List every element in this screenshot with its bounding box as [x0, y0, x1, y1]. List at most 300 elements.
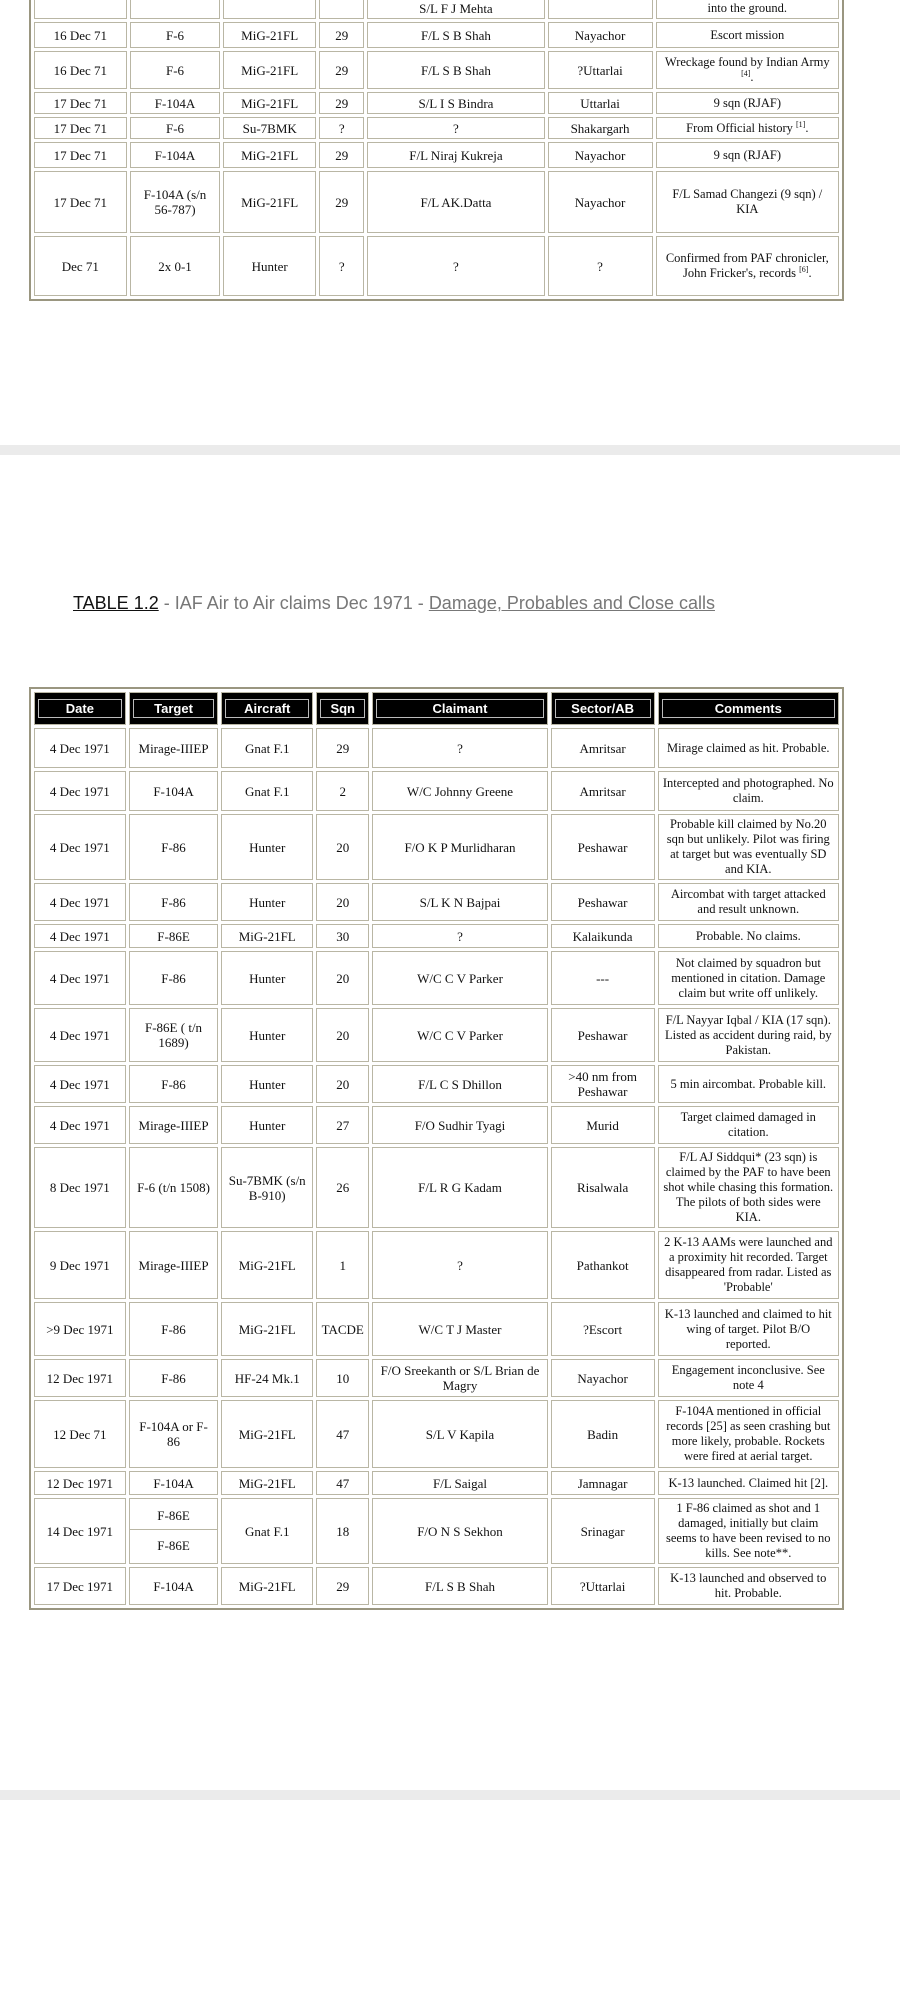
- cell-claimant: [372, 1567, 547, 1605]
- table-row: [34, 51, 839, 89]
- cell-claimant: [367, 142, 544, 168]
- target-text: Mirage-IIIEP: [138, 740, 209, 756]
- cell-comments: [656, 171, 839, 233]
- cell-aircraft: [221, 1231, 313, 1299]
- target-text: F-86: [161, 1370, 186, 1386]
- cell-date: [34, 1302, 126, 1356]
- claimant-text: F/L R G Kadam: [418, 1180, 502, 1195]
- cell-comments: Wreckage found by Indian Army [4].: [656, 51, 839, 89]
- cell-target: [129, 883, 219, 921]
- target-text: F-104A: [153, 1578, 194, 1594]
- target-text: F-86: [161, 970, 186, 986]
- table-row: [34, 171, 839, 233]
- table-header-row: [34, 692, 839, 725]
- cell-sqn: [316, 1567, 369, 1605]
- sqn-text: 30: [336, 928, 350, 944]
- cell-date: [34, 1359, 126, 1397]
- cell-aircraft: [221, 728, 313, 768]
- date-text: 9 Dec 1971: [49, 1257, 110, 1273]
- cell-claimant: [372, 1065, 547, 1103]
- claimant-text: F/O Sreekanth or S/L Brian de Magry: [380, 1363, 540, 1393]
- table-row: [34, 1065, 839, 1103]
- header-sector: Sector/AB: [551, 692, 655, 725]
- page-divider-bottom: [0, 1790, 900, 1800]
- table-title: [73, 593, 715, 614]
- table-row: [34, 1498, 839, 1564]
- sqn-text: 29: [336, 1578, 350, 1594]
- sqn-text: 47: [336, 1475, 350, 1491]
- cell-sector: [551, 1471, 655, 1495]
- table-row: [34, 951, 839, 1005]
- sector-text: Uttarlai: [580, 95, 620, 111]
- cell-sqn: [319, 117, 364, 139]
- comments-text: From Official history: [686, 120, 793, 135]
- aircraft-text: Gnat F.1: [244, 740, 290, 756]
- sqn-text: 29: [335, 27, 349, 43]
- cell-target: [129, 1106, 219, 1144]
- table-row: [34, 1147, 839, 1228]
- table-row: [34, 1231, 839, 1299]
- cell-sqn: [316, 1359, 369, 1397]
- sector-text: Srinagar: [580, 1523, 625, 1539]
- cell-date: [34, 883, 126, 921]
- aircraft-text: Hunter: [249, 1117, 286, 1133]
- aircraft-text: MiG-21FL: [241, 27, 299, 43]
- footnote-ref[interactable]: [4]: [741, 68, 751, 78]
- cell-sector: [551, 1147, 655, 1228]
- cell-claimant: [367, 51, 544, 89]
- target-text: F-86E: [157, 928, 190, 944]
- aircraft-text: Hunter: [249, 894, 286, 910]
- cell-sector: [548, 171, 653, 233]
- cell-date: [34, 1567, 126, 1605]
- date-text: 12 Dec 1971: [46, 1370, 114, 1386]
- target-text: F-6: [165, 62, 185, 78]
- comments-text: Engagement inconclusive. See note 4: [671, 1363, 825, 1392]
- comments-text: Probable. No claims.: [695, 928, 801, 943]
- cell-aircraft: [221, 1106, 313, 1144]
- cell-claimant: [372, 771, 547, 811]
- comments-text: F/L Nayyar Iqbal / KIA (17 sqn). Listed as accident during raid, by Pakistan.: [664, 1012, 832, 1057]
- claimant-text: F/L C S Dhillon: [418, 1076, 502, 1092]
- cell-sqn: [316, 924, 369, 948]
- date-text: 17 Dec 71: [53, 147, 108, 163]
- cell-aircraft: [221, 1471, 313, 1495]
- cell-comments: [658, 1400, 839, 1468]
- sector-text: >40 nm from Peshawar: [568, 1069, 637, 1099]
- previous-claims-table: [29, 0, 844, 301]
- cell-aircraft: [223, 117, 316, 139]
- cell-date: [34, 171, 127, 233]
- cell-comments: [658, 1302, 839, 1356]
- cell-sqn: [316, 1498, 369, 1564]
- cell-sector: [551, 771, 655, 811]
- table-row: [34, 0, 839, 19]
- sector-text: Jamnagar: [577, 1475, 628, 1491]
- cell-claimant: [372, 1400, 547, 1468]
- claimant-text: ?: [457, 928, 463, 944]
- date-text: 17 Dec 71: [53, 194, 108, 210]
- damage-probables-table: [29, 687, 844, 1610]
- cell-date: [34, 236, 127, 296]
- cell-date: [34, 0, 127, 19]
- cell-aircraft: [223, 92, 316, 114]
- claimant-text: F/L S B Shah: [425, 1578, 495, 1594]
- comments-text: K-13 launched and observed to hit. Probable.: [670, 1571, 827, 1600]
- claimant-text: W/C C V Parker: [417, 1027, 503, 1043]
- comments-text: into the ground.: [707, 0, 788, 15]
- table-row: [34, 924, 839, 948]
- target-text: F-86: [161, 1321, 186, 1337]
- cell-target: [130, 22, 221, 48]
- claimant-text: S/L K N Bajpai: [419, 894, 501, 910]
- cell-sqn: [316, 951, 369, 1005]
- cell-comments: [658, 924, 839, 948]
- cell-sector: [548, 117, 653, 139]
- cell-date: [34, 1106, 126, 1144]
- date-text: 16 Dec 71: [53, 62, 108, 78]
- cell-sector: [551, 728, 655, 768]
- target-text: F-86: [161, 1076, 186, 1092]
- cell-target: [130, 0, 221, 19]
- comments-text: Escort mission: [710, 27, 785, 42]
- sqn-text: 20: [336, 1076, 350, 1092]
- cell-comments: [658, 1231, 839, 1299]
- cell-aircraft: [221, 771, 313, 811]
- cell-sqn: [316, 1302, 369, 1356]
- sector-text: Kalaikunda: [572, 928, 633, 944]
- cell-aircraft: [221, 924, 313, 948]
- comments-text: K-13 launched. Claimed hit [2].: [668, 1475, 829, 1490]
- cell-comments: [658, 1567, 839, 1605]
- aircraft-text: MiG-21FL: [238, 1475, 296, 1491]
- cell-comments: [658, 728, 839, 768]
- comments-text: 1 F-86 claimed as shot and 1 damaged, initially but claim seems to have been revised to no kills. See note**.: [666, 1501, 831, 1560]
- cell-claimant: [372, 951, 547, 1005]
- cell-claimant: [372, 728, 547, 768]
- cell-claimant: [367, 22, 544, 48]
- cell-date: [34, 814, 126, 880]
- comments-text: Probable kill claimed by No.20 sqn but unlikely. Pilot was firing at target but was eventually SD and KIA.: [666, 817, 830, 876]
- claimant-text: ?: [457, 740, 463, 756]
- cell-comments: [658, 1359, 839, 1397]
- table-row: [34, 1302, 839, 1356]
- table-row: [34, 1359, 839, 1397]
- claimant-text: F/L Saigal: [432, 1475, 488, 1491]
- date-text: 12 Dec 1971: [46, 1475, 114, 1491]
- claimant-text: S/L I S Bindra: [418, 95, 494, 111]
- aircraft-text: MiG-21FL: [241, 95, 299, 111]
- claimant-text: F/L AK.Datta: [420, 194, 492, 210]
- aircraft-text: MiG-21FL: [238, 928, 296, 944]
- date-text: 4 Dec 1971: [49, 740, 110, 756]
- sector-text: Amritsar: [579, 740, 626, 756]
- comments-text: 9 sqn (RJAF): [713, 95, 781, 110]
- claimant-text: S/L F J Mehta: [419, 0, 493, 16]
- cell-comments: From Official history [1].: [656, 117, 839, 139]
- cell-comments: [658, 1106, 839, 1144]
- cell-aircraft: [223, 171, 316, 233]
- comments-text: Intercepted and photographed. No claim.: [662, 776, 834, 805]
- target-text: F-86: [161, 894, 186, 910]
- sector-text: Peshawar: [577, 894, 628, 910]
- comments-text: Target claimed damaged in citation.: [680, 1110, 816, 1139]
- cell-sector: [551, 883, 655, 921]
- sqn-text: 1: [339, 1257, 346, 1273]
- cell-sector: [551, 1359, 655, 1397]
- sqn-text: 20: [336, 970, 350, 986]
- cell-comments: [658, 951, 839, 1005]
- aircraft-text: Hunter: [249, 970, 286, 986]
- header-claimant: Claimant: [372, 692, 547, 725]
- cell-target: [129, 1498, 219, 1564]
- claimant-text: F/O K P Murlidharan: [404, 839, 516, 855]
- header-date: Date: [34, 692, 126, 725]
- sector-text: Peshawar: [577, 839, 628, 855]
- cell-date: [34, 1498, 126, 1564]
- comments-text: F/L Samad Changezi (9 sqn) / KIA: [672, 187, 823, 216]
- cell-aircraft: [221, 1302, 313, 1356]
- cell-sector: [551, 1498, 655, 1564]
- cell-claimant: [367, 0, 544, 19]
- cell-sector: [551, 924, 655, 948]
- claimant-text: W/C T J Master: [418, 1321, 502, 1337]
- cell-sector: [551, 1008, 655, 1062]
- cell-target: [129, 1147, 219, 1228]
- table-row: [34, 1471, 839, 1495]
- cell-date: [34, 1147, 126, 1228]
- cell-sqn: [319, 142, 364, 168]
- cell-target-line: F-86E: [130, 1502, 218, 1530]
- date-text: 4 Dec 1971: [49, 1117, 110, 1133]
- date-text: 4 Dec 1971: [49, 839, 110, 855]
- comments-text: Mirage claimed as hit. Probable.: [667, 740, 830, 755]
- target-text: F-104A: [154, 147, 196, 163]
- sqn-text: TACDE: [321, 1321, 364, 1337]
- table-row: [34, 1400, 839, 1468]
- cell-sqn: [319, 92, 364, 114]
- cell-date: [34, 51, 127, 89]
- cell-date: [34, 1400, 126, 1468]
- cell-aircraft: [221, 1498, 313, 1564]
- cell-date: [34, 92, 127, 114]
- cell-aircraft: [221, 1567, 313, 1605]
- comments-text: Aircombat with target attacked and result unknown.: [670, 887, 826, 916]
- cell-sector: [551, 1106, 655, 1144]
- aircraft-text: MiG-21FL: [241, 62, 299, 78]
- aircraft-text: Hunter: [251, 258, 288, 274]
- cell-target: [130, 236, 221, 296]
- target-text: F-104A: [153, 1475, 194, 1491]
- sector-text: ?Escort: [583, 1321, 623, 1337]
- date-text: 17 Dec 71: [53, 120, 108, 136]
- cell-aircraft: [221, 883, 313, 921]
- comments-text: 2 K-13 AAMs were launched and a proximity hit recorded. Target disappeared from radar. Listed as 'Probable': [664, 1235, 833, 1294]
- cell-comments: [656, 0, 839, 19]
- target-text: Mirage-IIIEP: [138, 1257, 209, 1273]
- aircraft-text: Su-7BMK: [242, 120, 297, 136]
- header-target: Target: [129, 692, 219, 725]
- sqn-text: 47: [336, 1426, 350, 1442]
- cell-target: [129, 1231, 219, 1299]
- cell-sector: [551, 1567, 655, 1605]
- sqn-text: 18: [336, 1523, 350, 1539]
- cell-sqn: [316, 814, 369, 880]
- table-row: [34, 117, 839, 139]
- cell-target: [130, 142, 221, 168]
- sqn-text: 20: [336, 839, 350, 855]
- cell-comments: [658, 771, 839, 811]
- table-row: [34, 814, 839, 880]
- cell-aircraft: [223, 0, 316, 19]
- cell-sqn: [316, 1231, 369, 1299]
- target-text: F-86E ( t/n 1689): [145, 1020, 203, 1050]
- cell-sqn: [316, 1471, 369, 1495]
- cell-date: [34, 771, 126, 811]
- header-sqn: Sqn: [316, 692, 369, 725]
- cell-target: [129, 728, 219, 768]
- cell-comments: Confirmed from PAF chronicler, John Fricker's, records [6].: [656, 236, 839, 296]
- sqn-text: 20: [336, 894, 350, 910]
- sqn-text: 2: [339, 783, 346, 799]
- aircraft-text: MiG-21FL: [241, 147, 299, 163]
- cell-claimant: [372, 1147, 547, 1228]
- cell-aircraft: [223, 22, 316, 48]
- sector-text: Murid: [586, 1117, 619, 1133]
- cell-date: [34, 728, 126, 768]
- cell-sqn: [316, 1400, 369, 1468]
- cell-comments: [658, 883, 839, 921]
- cell-sector: [548, 51, 653, 89]
- table-row: [34, 142, 839, 168]
- aircraft-text: Hunter: [249, 1076, 286, 1092]
- cell-claimant: [372, 1106, 547, 1144]
- claimant-text: ?: [453, 120, 459, 136]
- aircraft-text: HF-24 Mk.1: [234, 1370, 300, 1386]
- cell-sector: [551, 1302, 655, 1356]
- cell-date: [34, 117, 127, 139]
- cell-sqn: [316, 728, 369, 768]
- sector-text: Shakargarh: [570, 120, 630, 136]
- cell-comments: [658, 814, 839, 880]
- target-text: F-104A or F-86: [139, 1419, 208, 1449]
- date-text: 16 Dec 71: [53, 27, 108, 43]
- table-row: [34, 771, 839, 811]
- cell-claimant: [372, 1359, 547, 1397]
- cell-claimant: [367, 171, 544, 233]
- claimant-text: ?: [457, 1257, 463, 1273]
- date-text: 4 Dec 1971: [49, 894, 110, 910]
- cell-sqn: [319, 51, 364, 89]
- cell-target: [130, 117, 221, 139]
- date-text: 14 Dec 1971: [46, 1523, 114, 1539]
- cell-sqn: [316, 1008, 369, 1062]
- comments-text: F-104A mentioned in official records [25] as seen crashing but more likely, probable. Rockets were fired at aerial target.: [666, 1404, 831, 1463]
- sector-text: Amritsar: [579, 783, 626, 799]
- claimant-text: F/L S B Shah: [420, 27, 491, 43]
- cell-sqn: [316, 883, 369, 921]
- claimant-text: W/C Johnny Greene: [406, 783, 514, 799]
- sqn-text: 29: [335, 95, 349, 111]
- page-divider: [0, 445, 900, 455]
- comments-text: Wreckage found by Indian Army: [664, 55, 830, 69]
- cell-date: [34, 142, 127, 168]
- cell-sqn: [316, 1106, 369, 1144]
- cell-sector: [551, 1400, 655, 1468]
- cell-comments: [656, 22, 839, 48]
- claimant-text: W/C C V Parker: [417, 970, 503, 986]
- sqn-text: ?: [338, 258, 345, 274]
- cell-comments: [658, 1498, 839, 1564]
- date-text: 4 Dec 1971: [49, 970, 110, 986]
- table-row: [34, 1567, 839, 1605]
- date-text: 17 Dec 1971: [46, 1578, 114, 1594]
- aircraft-text: MiG-21FL: [238, 1426, 296, 1442]
- cell-date: [34, 1471, 126, 1495]
- cell-sector: [551, 1231, 655, 1299]
- aircraft-text: MiG-21FL: [238, 1257, 296, 1273]
- cell-comments: [658, 1147, 839, 1228]
- cell-comments: [656, 142, 839, 168]
- cell-sector: [551, 814, 655, 880]
- cell-aircraft: [221, 1359, 313, 1397]
- aircraft-text: Gnat F.1: [244, 783, 290, 799]
- footnote-ref[interactable]: [6]: [799, 264, 809, 274]
- cell-sector: [548, 142, 653, 168]
- cell-target: [129, 1567, 219, 1605]
- cell-date: [34, 951, 126, 1005]
- cell-claimant: [372, 1231, 547, 1299]
- cell-sector: [551, 1065, 655, 1103]
- cell-sqn: [319, 0, 364, 19]
- cell-aircraft: [223, 236, 316, 296]
- claimant-text: S/L V Kapila: [425, 1426, 495, 1442]
- cell-claimant: [372, 924, 547, 948]
- table-row: [34, 1106, 839, 1144]
- target-text: F-6: [165, 120, 185, 136]
- claimant-text: ?: [453, 258, 459, 274]
- table-title-suffix: Damage, Probables and Close calls: [428, 593, 715, 613]
- target-text: Mirage-IIIEP: [138, 1117, 209, 1133]
- cell-sector: [548, 236, 653, 296]
- cell-comments: [658, 1008, 839, 1062]
- table-row: [34, 728, 839, 768]
- target-text: F-104A (s/n 56-787): [143, 187, 207, 217]
- date-text: 4 Dec 1971: [49, 928, 110, 944]
- cell-sqn: [319, 171, 364, 233]
- cell-target: [129, 1008, 219, 1062]
- cell-claimant: [372, 1008, 547, 1062]
- sector-text: Nayachor: [577, 1370, 628, 1386]
- aircraft-text: Hunter: [249, 839, 286, 855]
- target-text: 2x 0-1: [158, 258, 192, 274]
- aircraft-text: MiG-21FL: [238, 1321, 296, 1337]
- cell-comments: [658, 1065, 839, 1103]
- sector-text: ?Uttarlai: [577, 62, 623, 78]
- sqn-text: 20: [336, 1027, 350, 1043]
- cell-claimant: [372, 1302, 547, 1356]
- table-row: [34, 236, 839, 296]
- sector-text: Nayachor: [574, 147, 626, 163]
- sector-text: Nayachor: [574, 194, 626, 210]
- date-text: 17 Dec 71: [53, 95, 108, 111]
- footnote-ref[interactable]: [1]: [795, 119, 806, 129]
- date-text: 8 Dec 1971: [49, 1180, 110, 1195]
- cell-sqn: [319, 22, 364, 48]
- cell-date: [34, 22, 127, 48]
- cell-aircraft: [221, 1400, 313, 1468]
- date-text: 4 Dec 1971: [49, 1076, 110, 1092]
